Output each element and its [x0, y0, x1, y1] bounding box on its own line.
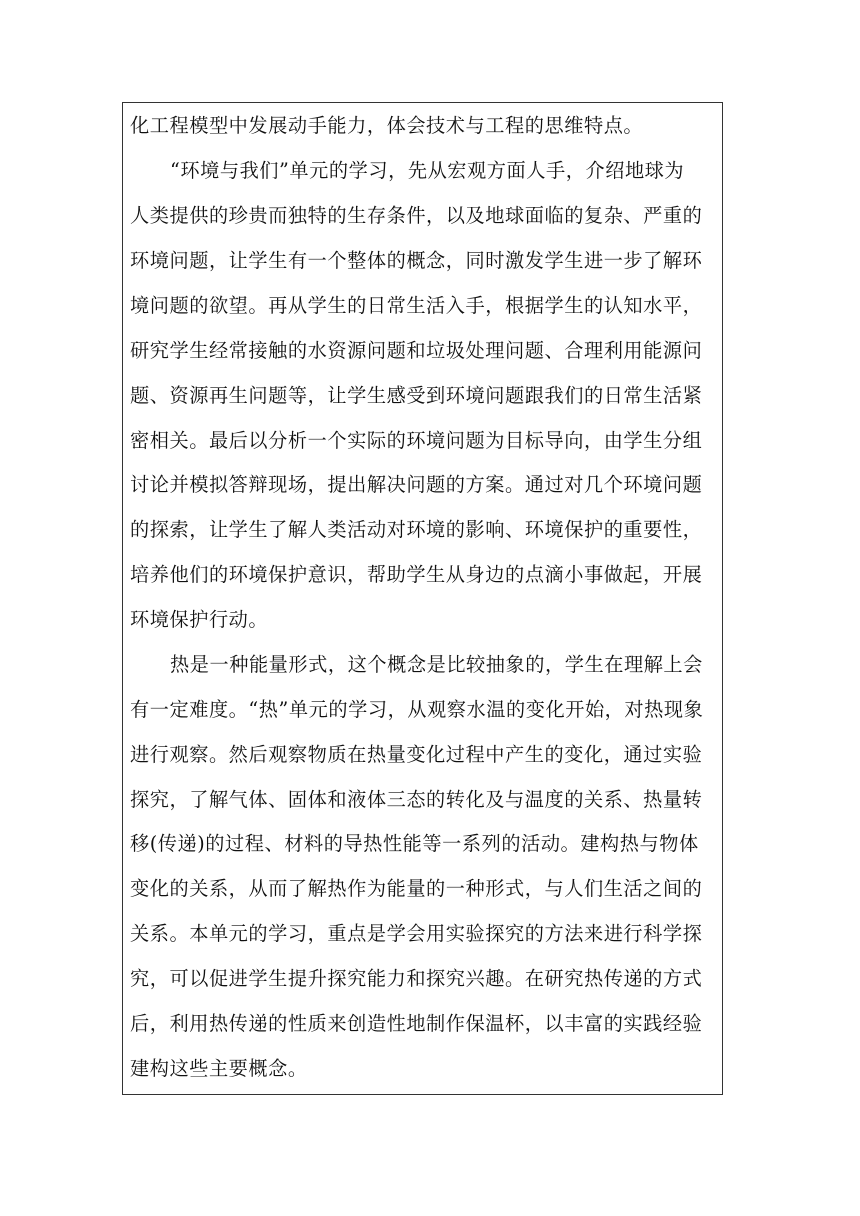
- text-line-4: 环境问题，让学生有一个整体的概念，同时激发学生进一步了解环: [130, 249, 703, 272]
- text-line-16: 探究，了解气体、固体和液体三态的转化及与温度的关系、热量转: [130, 788, 703, 811]
- text-line-15: 进行观察。然后观察物质在热量变化过程中产生的变化，通过实验: [130, 743, 703, 766]
- text-line-22: 建构这些主要概念。: [130, 1057, 308, 1080]
- text-line-18: 变化的关系，从而了解热作为能量的一种形式，与人们生活之间的: [130, 877, 703, 900]
- text-line-9: 讨论并模拟答辩现场，提出解决问题的方案。通过对几个环境问题: [130, 473, 703, 496]
- text-line-7: 题、资源再生问题等，让学生感受到环境问题跟我们的日常生活紧: [130, 384, 703, 407]
- text-line-6: 研究学生经常接触的水资源问题和垃圾处理问题、合理利用能源问: [130, 339, 703, 362]
- text-line-2: “环境与我们”单元的学习，先从宏观方面人手，介绍地球为: [170, 159, 685, 182]
- text-line-10: 的探索，让学生了解人类活动对环境的影响、环境保护的重要性，: [130, 518, 703, 541]
- text-line-5: 境问题的欲望。再从学生的日常生活入手，根据学生的认知水平，: [130, 294, 703, 317]
- text-line-17: 移(传递)的过程、材料的导热性能等一系列的活动。建构热与物体: [130, 832, 699, 855]
- text-line-19: 关系。本单元的学习，重点是学会用实验探究的方法来进行科学探: [130, 922, 703, 945]
- text-line-13: 热是一种能量形式，这个概念是比较抽象的，学生在理解上会: [170, 653, 703, 676]
- text-line-12: 环境保护行动。: [130, 608, 269, 631]
- text-line-20: 究，可以促进学生提升探究能力和探究兴趣。在研究热传递的方式: [130, 967, 703, 990]
- text-line-21: 后，利用热传递的性质来创造性地制作保温杯，以丰富的实践经验: [130, 1012, 703, 1035]
- text-line-1: 化工程模型中发展动手能力，体会技术与工程的思维特点。: [130, 114, 644, 137]
- text-line-8: 密相关。最后以分析一个实际的环境问题为目标导向，由学生分组: [130, 429, 703, 452]
- text-line-14: 有一定难度。“热”单元的学习，从观察水温的变化开始，对热现象: [130, 698, 704, 721]
- text-line-11: 培养他们的环境保护意识，帮助学生从身边的点滴小事做起，开展: [130, 563, 703, 586]
- text-line-3: 人类提供的珍贵而独特的生存条件，以及地球面临的复杂、严重的: [130, 204, 703, 227]
